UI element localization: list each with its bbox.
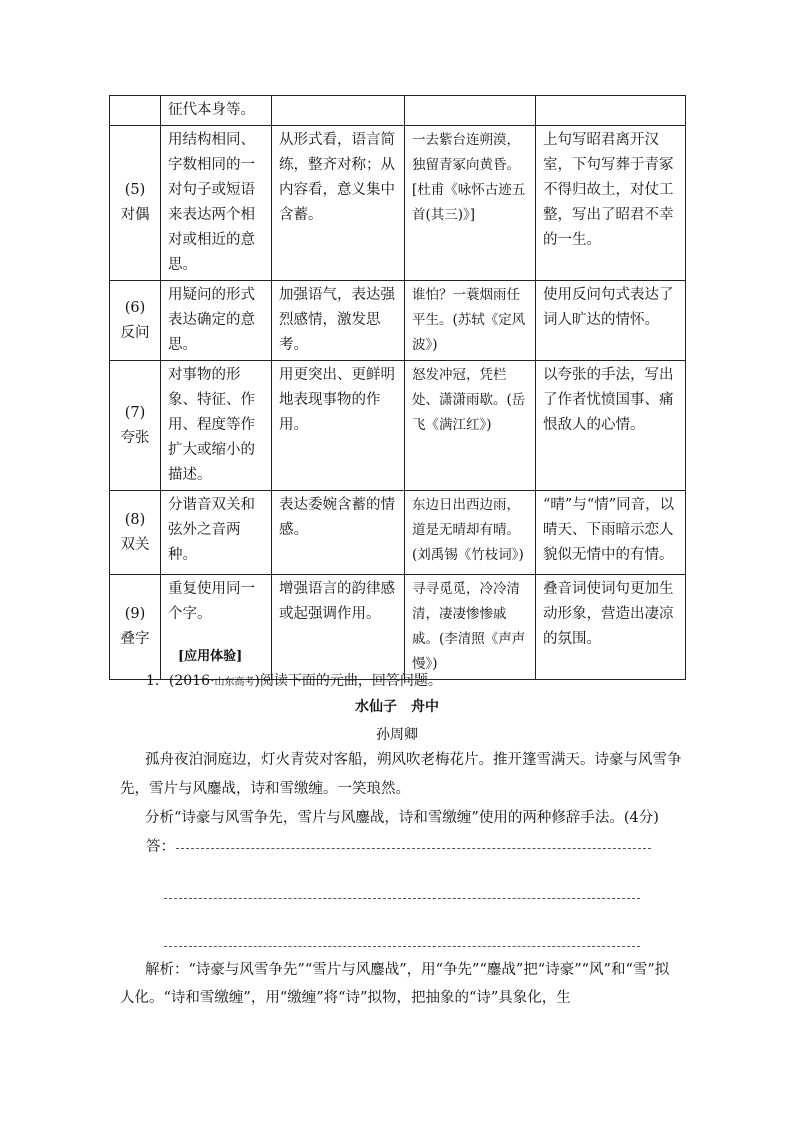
section-title: [应用体验] (178, 649, 243, 664)
question-prefix: 1．(2016· (146, 673, 215, 689)
cell-def: 对事物的形象、特征、作用、程度等作扩大或缩小的描述。 (161, 361, 272, 491)
row-number: (8) (124, 511, 146, 528)
question-prompt: 分析“诗豪与风雪争先，雪片与风鏖战，诗和雪缴缠”使用的两种修辞手法。(4分) (145, 810, 659, 826)
table-row (110, 281, 686, 361)
cell-example: 寻寻觅觅，冷冷清清，凄凄惨惨戚戚。(李清照《声声慢》) (405, 575, 536, 680)
row-number: (7) (124, 404, 146, 421)
question-source: 山东高考 (214, 677, 255, 688)
table-row (110, 361, 686, 491)
cell-analysis: 以夸张的手法，写出了作者忧愤国事、痛恨敌人的心情。 (536, 361, 686, 491)
question-line (146, 670, 442, 690)
answer-label: 答： (146, 839, 175, 855)
answer-line (164, 946, 640, 947)
row-name: 叠字 (120, 631, 150, 647)
row-name: 对偶 (120, 207, 150, 223)
row-label (110, 491, 161, 575)
row-number: (9) (124, 606, 146, 622)
cell-analysis (536, 96, 686, 126)
cell-effect: 表达委婉含蓄的情感。 (272, 491, 405, 575)
cell-effect: 增强语言的韵律感或起强调作用。 (272, 575, 405, 680)
cell-def: 征代本身等。 (161, 96, 272, 126)
row-number: (6) (124, 299, 146, 316)
table-row (110, 96, 686, 126)
row-name: 夸张 (120, 429, 150, 446)
row-name: 反问 (120, 324, 150, 341)
poem-author: 孙周卿 (376, 727, 418, 743)
rhetoric-table (109, 95, 686, 680)
cell-def: 分谐音双关和弦外之音两种。 (161, 491, 272, 575)
cell-def: 重复使用同一个字。 (161, 575, 272, 680)
cell-effect: 加强语气，表达强烈感情，激发思考。 (272, 281, 405, 361)
answer-line (164, 898, 640, 899)
row-label (110, 281, 161, 361)
cell-example: 谁怕？一蓑烟雨任平生。(苏轼《定风波》) (405, 281, 536, 361)
row-number: (5) (124, 182, 146, 198)
row-label (110, 126, 161, 281)
cell-example: 怒发冲冠，凭栏处、潇潇雨歇。(岳飞《满江红》) (405, 361, 536, 491)
row-label (110, 96, 161, 126)
cell-def: 用疑问的形式表达确定的意思。 (161, 281, 272, 361)
poem-title: 水仙子 舟中 (355, 699, 439, 715)
cell-effect: 从形式看，语言简练，整齐对称；从内容看，意义集中含蓄。 (272, 126, 405, 281)
cell-example (405, 96, 536, 126)
cell-example: 东边日出西边雨，道是无晴却有晴。(刘禹锡《竹枝词》) (405, 491, 536, 575)
table-row (110, 491, 686, 575)
cell-example: 一去紫台连朔漠，独留青冢向黄昏。[杜甫《咏怀古迹五首(其三)》] (405, 126, 536, 281)
row-name: 双关 (120, 536, 150, 553)
poem-text: 孤舟夜泊洞庭边，灯火青荧对客船，朔风吹老梅花片。推开篷雪满天。诗豪与风雪争先，雪片与风鏖战，诗和雪缴缠。一笑琅然。 (120, 752, 682, 797)
cell-analysis: “晴”与“情”同音，以晴天、下雨暗示恋人貌似无情中的有情。 (536, 491, 686, 575)
row-label (110, 361, 161, 491)
cell-analysis: 上句写昭君离开汉室，下句写葬于青冢不得归故土，对仗工整，写出了昭君不幸的一生。 (536, 126, 686, 281)
cell-effect (272, 96, 405, 126)
cell-effect: 用更突出、更鲜明地表现事物的作用。 (272, 361, 405, 491)
analysis-text: 解析：“诗豪与风雪争先”“雪片与风鏖战”，用“争先”“鏖战”把“诗豪”“风”和“雪”拟人化。“诗和雪缴缠”，用“缴缠”将“诗”拟物，把抽象的“诗”具象化，生 (120, 962, 670, 1006)
cell-def: 用结构相同、字数相同的一对句子或短语来表达两个相对或相近的意思。 (161, 126, 272, 281)
question-suffix: )阅读下面的元曲，回答问题。 (254, 673, 442, 689)
row-label (110, 575, 161, 680)
cell-analysis: 叠音词使词句更加生动形象，营造出凄凉的氛围。 (536, 575, 686, 680)
cell-analysis: 使用反问句式表达了词人旷达的情怀。 (536, 281, 686, 361)
table-row (110, 126, 686, 281)
answer-line (176, 848, 651, 849)
